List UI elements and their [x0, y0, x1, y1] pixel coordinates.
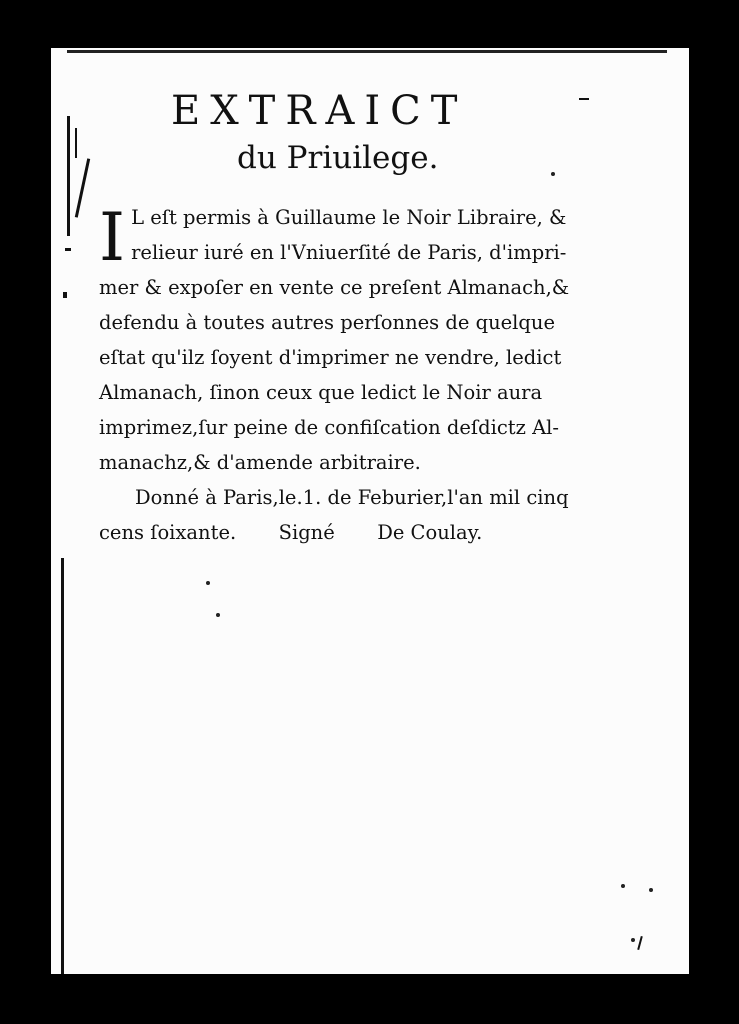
- left-margin-rule: [61, 558, 64, 974]
- speck: [621, 884, 625, 888]
- text-line: imprimez,ſur peine de confiſcation deſdictz Al-: [99, 416, 560, 439]
- signer-name: De Coulay.: [377, 521, 483, 544]
- speck: [631, 938, 635, 942]
- margin-mark: [63, 292, 67, 298]
- page-title: EXTRAICT: [171, 88, 468, 134]
- text-line: defendu à toutes autres perſonnes de quelque: [99, 311, 555, 334]
- page-subtitle: du Priuilege.: [237, 140, 439, 176]
- margin-mark: [67, 116, 70, 236]
- margin-mark: [75, 158, 90, 217]
- margin-mark: [637, 936, 643, 950]
- signed-label: Signé: [278, 521, 335, 544]
- text-line: eſtat qu'ilz ſoyent d'imprimer ne vendre, ledict: [99, 346, 562, 369]
- margin-mark: [65, 248, 71, 251]
- dated-line: Donné à Paris,le.1. de Feburier,l'an mil cinq: [135, 486, 569, 509]
- closing-line: [99, 515, 619, 550]
- speck: [551, 172, 555, 176]
- document-page: [51, 48, 689, 974]
- privilege-text: [99, 200, 619, 550]
- text-line: L eſt permis à Guillaume le Noir Libraire, &: [131, 206, 567, 229]
- speck: [216, 613, 220, 617]
- closing-text: cens ſoixante.: [99, 521, 237, 544]
- speck: [649, 888, 653, 892]
- speck: [206, 581, 210, 585]
- drop-cap: I: [99, 199, 126, 276]
- text-line: relieur iuré en l'Vniuerſité de Paris, d'impri-: [131, 241, 567, 264]
- text-line: manachz,& d'amende arbitraire.: [99, 451, 421, 474]
- text-line: Almanach, ſinon ceux que ledict le Noir aura: [99, 381, 543, 404]
- text-line: mer & expoſer en vente ce preſent Almanach,&: [99, 276, 570, 299]
- margin-mark: [579, 98, 589, 100]
- top-border-rule: [67, 50, 667, 53]
- margin-mark: [75, 128, 77, 158]
